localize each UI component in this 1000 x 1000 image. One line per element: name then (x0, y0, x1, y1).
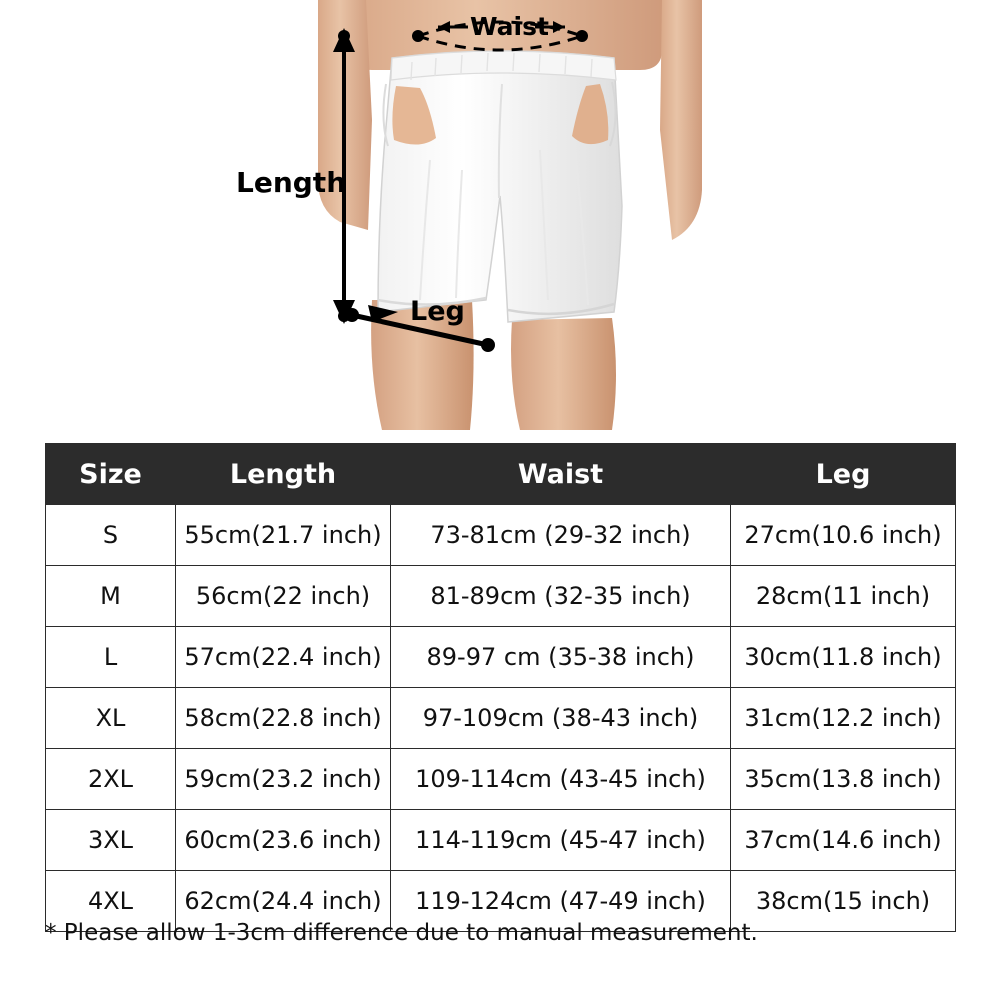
table-header-row (46, 444, 956, 505)
cell-length: 57cm(22.4 inch) (176, 627, 391, 688)
cell-length: 60cm(23.6 inch) (176, 810, 391, 871)
table-row (46, 505, 956, 566)
cell-leg: 30cm(11.8 inch) (731, 627, 956, 688)
annotation-label-leg: Leg (410, 296, 465, 327)
cell-waist: 81-89cm (32-35 inch) (391, 566, 731, 627)
table-row (46, 749, 956, 810)
cell-length: 59cm(23.2 inch) (176, 749, 391, 810)
cell-waist: 119-124cm (47-49 inch) (391, 871, 731, 932)
cell-size: 2XL (46, 749, 176, 810)
cell-size: L (46, 627, 176, 688)
cell-waist: 109-114cm (43-45 inch) (391, 749, 731, 810)
cell-size: 3XL (46, 810, 176, 871)
size-chart-illustration (0, 0, 1000, 440)
cell-waist: 97-109cm (38-43 inch) (391, 688, 731, 749)
cell-leg: 37cm(14.6 inch) (731, 810, 956, 871)
annotation-label-length: Length (236, 166, 347, 199)
column-header-length: Length (176, 444, 391, 505)
shorts-model-photo (0, 0, 1000, 440)
cell-length: 56cm(22 inch) (176, 566, 391, 627)
cell-length: 62cm(24.4 inch) (176, 871, 391, 932)
cell-length: 58cm(22.8 inch) (176, 688, 391, 749)
cell-waist: 73-81cm (29-32 inch) (391, 505, 731, 566)
cell-leg: 35cm(13.8 inch) (731, 749, 956, 810)
column-header-leg: Leg (731, 444, 956, 505)
annotation-label-waist: Waist (470, 12, 549, 41)
cell-leg: 31cm(12.2 inch) (731, 688, 956, 749)
table-row (46, 627, 956, 688)
cell-size: XL (46, 688, 176, 749)
cell-size: S (46, 505, 176, 566)
table-row (46, 810, 956, 871)
cell-leg: 28cm(11 inch) (731, 566, 956, 627)
column-header-waist: Waist (391, 444, 731, 505)
cell-leg: 38cm(15 inch) (731, 871, 956, 932)
cell-waist: 114-119cm (45-47 inch) (391, 810, 731, 871)
table-row (46, 566, 956, 627)
size-chart-table (45, 443, 956, 932)
column-header-size: Size (46, 444, 176, 505)
cell-waist: 89-97 cm (35-38 inch) (391, 627, 731, 688)
cell-size: M (46, 566, 176, 627)
measurement-footnote: * Please allow 1-3cm difference due to manual measurement. (45, 920, 758, 946)
cell-leg: 27cm(10.6 inch) (731, 505, 956, 566)
cell-length: 55cm(21.7 inch) (176, 505, 391, 566)
cell-size: 4XL (46, 871, 176, 932)
table-row (46, 688, 956, 749)
